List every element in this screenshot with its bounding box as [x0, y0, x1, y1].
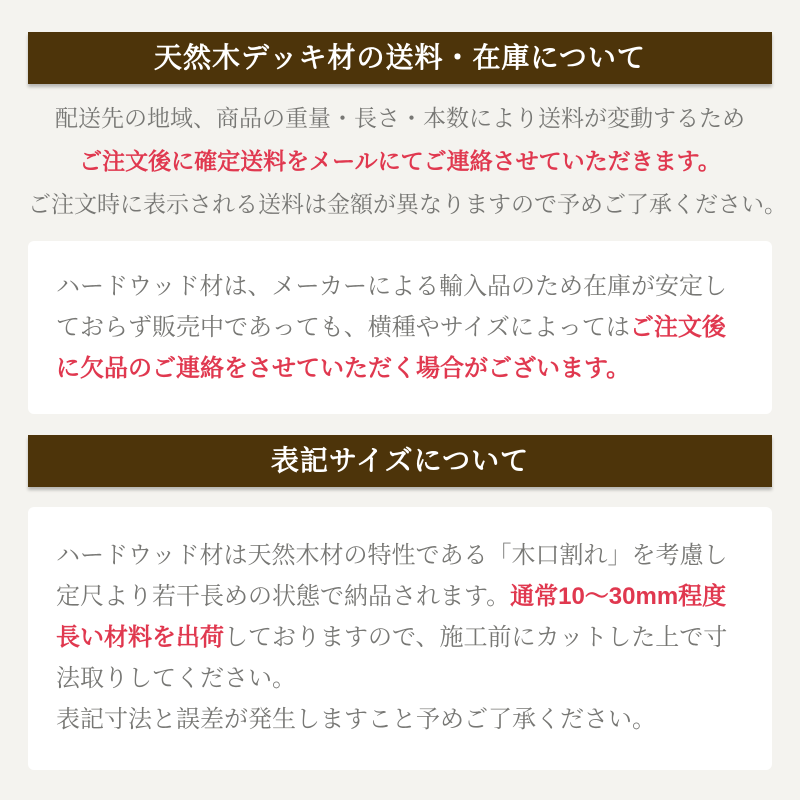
- stock-notice-paragraph: [56, 266, 744, 389]
- size-section-header: 表記サイズについて: [28, 435, 772, 487]
- shipping-intro-line3: ご注文時に表示される送料は金額が異なりますので予めご了承ください。: [28, 191, 787, 217]
- stock-notice-text: ハードウッド材は、メーカーによる輸入品のため在庫が安定しておらず販売中であっても、横種やサイズによっては: [56, 273, 728, 341]
- page: [28, 0, 787, 770]
- shipping-section-header: 天然木デッキ材の送料・在庫について: [28, 32, 772, 84]
- shipping-intro: [28, 97, 787, 226]
- size-notice-text2: しておりますので、施工前にカットした上で寸法取りしてください。: [56, 624, 728, 692]
- size-notice-box: [28, 507, 772, 770]
- stock-notice-box: [28, 241, 772, 414]
- stock-notice-highlight: ご注文後に欠品のご連絡をさせていただく場合がございます。: [56, 314, 726, 382]
- size-notice-paragraph2: 表記寸法と誤差が発生しますこと予めご了承ください。: [56, 706, 656, 733]
- shipping-intro-red-notice: ご注文後に確定送料をメールにてご連絡させていただきます。: [79, 148, 721, 174]
- size-notice-paragraph1: [56, 535, 744, 699]
- size-notice-highlight: 通常10〜30mm程度長い材料を出荷: [56, 583, 727, 651]
- size-notice-text1: ハードウッド材は天然木材の特性である「木口割れ」を考慮し定尺より若干長めの状態で納品されます。: [56, 542, 728, 610]
- shipping-intro-line1: 配送先の地域、商品の重量・長さ・本数により送料が変動するため: [55, 105, 745, 131]
